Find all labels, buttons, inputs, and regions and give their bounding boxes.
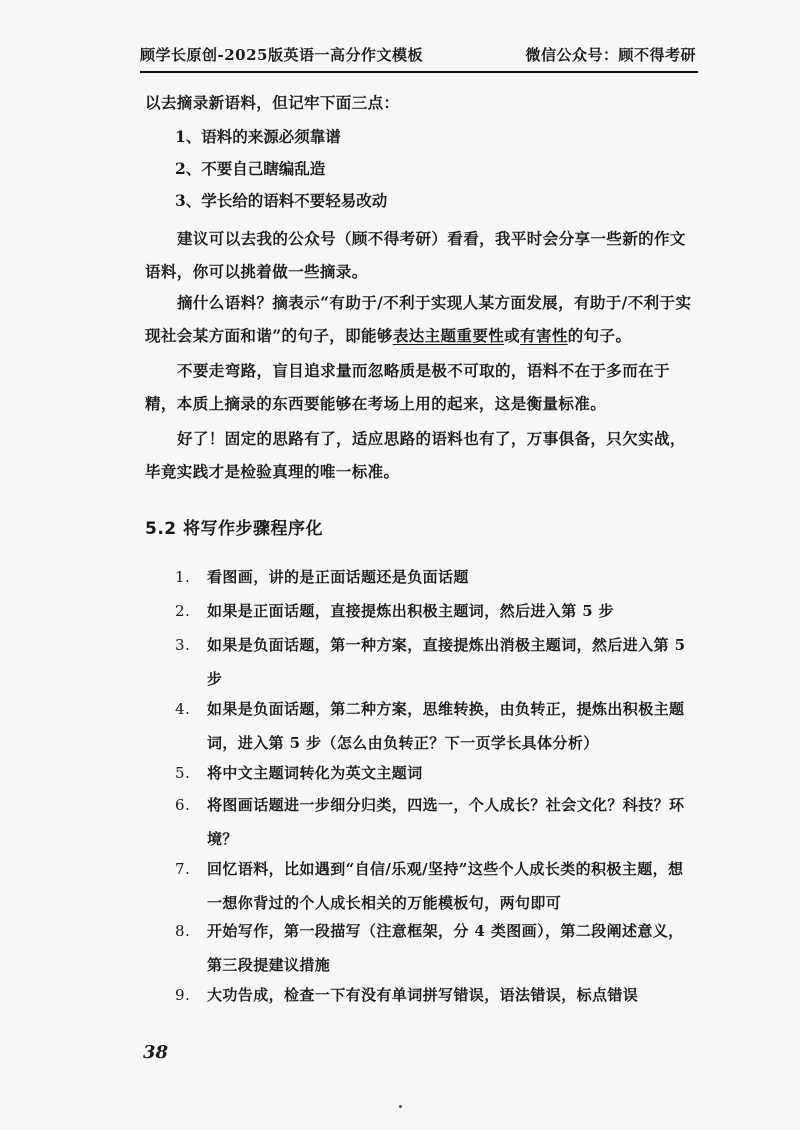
step-text: 回忆语料，比如遇到“自信/乐观/坚持”这些个人成长类的积极主题，想一想你背过的个人成长相关的万能模板句，两句即可 <box>207 860 684 912</box>
step-text: 如果是正面话题，直接提炼出积极主题词，然后进入第 5 步 <box>207 602 615 620</box>
step-text: 看图画，讲的是正面话题还是负面话题 <box>207 568 469 586</box>
step-text: 开始写作，第一段描写（注意框架，分 4 类图画），第二段阐述意义，第三段提建议措施 <box>207 922 684 974</box>
step-text: 如果是负面话题，第一种方案，直接提炼出消极主题词，然后进入第 5 步 <box>207 636 686 688</box>
paragraph-what <box>145 286 693 352</box>
section-title: 5.2 将写作步骤程序化 <box>145 519 324 539</box>
step-number: 3. <box>175 636 191 654</box>
point-1: 1、语料的来源必须靠谱 <box>175 127 341 146</box>
step-item <box>175 914 695 982</box>
paragraph-what-prefix: 摘什么语料？摘表示“有助于/不利于实现人某方面发展，有助于/不利于实现社会某方面和谐”的句子，即能够 <box>145 293 692 345</box>
step-item <box>175 692 695 760</box>
header-wechat: 微信公众号：顾不得考研 <box>525 46 696 64</box>
header-rule <box>140 71 698 73</box>
point-2: 2、不要自己瞎编乱造 <box>175 159 326 178</box>
step-number: 7. <box>175 860 191 878</box>
step-number: 2. <box>175 602 191 620</box>
step-text: 大功告成，检查一下有没有单词拼写错误，语法错误，标点错误 <box>207 986 639 1004</box>
point-3: 3、学长给的语料不要轻易改动 <box>175 191 388 210</box>
step-number: 4. <box>175 700 191 718</box>
step-text: 如果是负面话题，第二种方案，思维转换，由负转正，提炼出积极主题词，进入第 5 步（怎么由负转正？下一页学长具体分析） <box>207 700 685 752</box>
step-text: 将中文主题词转化为英文主题词 <box>207 764 423 782</box>
step-number: 8. <box>175 922 191 940</box>
step-number: 5. <box>175 764 191 782</box>
step-number: 6. <box>175 796 191 814</box>
step-item <box>175 560 695 594</box>
step-item <box>175 594 695 628</box>
paragraph-suggest: 建议可以去我的公众号（顾不得考研）看看，我平时会分享一些新的作文语料，你可以挑着做一些摘录。 <box>145 229 686 281</box>
header-title: 顾学长原创-2025版英语一高分作文模板 <box>140 46 423 64</box>
page-number: 38 <box>143 1042 169 1063</box>
step-item <box>175 628 695 696</box>
step-item <box>175 788 695 856</box>
step-item <box>175 978 695 1012</box>
step-item <box>175 852 695 920</box>
paragraph-detour: 不要走弯路，盲目追求量而忽略质是极不可取的，语料不在于多而在于精，本质上摘录的东西要能够在考场上用的起来，这是衡量标准。 <box>145 361 670 413</box>
paragraph-ready: 好了！固定的思路有了，适应思路的语料也有了，万事俱备，只欠实战，毕竟实践才是检验真理的唯一标准。 <box>145 429 686 481</box>
step-number: 1. <box>175 568 191 586</box>
intro-line: 以去摘录新语料，但记牢下面三点： <box>145 93 400 112</box>
underline-harm: 有害性 <box>520 326 568 345</box>
bottom-dot <box>399 1105 402 1108</box>
page-header <box>140 44 696 65</box>
step-item <box>175 756 695 790</box>
paragraph-what-suffix: 的句子。 <box>567 326 632 345</box>
step-text: 将图画话题进一步细分归类，四选一，个人成长？社会文化？科技？环境？ <box>207 796 685 848</box>
paragraph-what-mid: 或 <box>504 326 521 345</box>
step-number: 9. <box>175 986 191 1004</box>
underline-importance: 表达主题重要性 <box>392 326 505 345</box>
